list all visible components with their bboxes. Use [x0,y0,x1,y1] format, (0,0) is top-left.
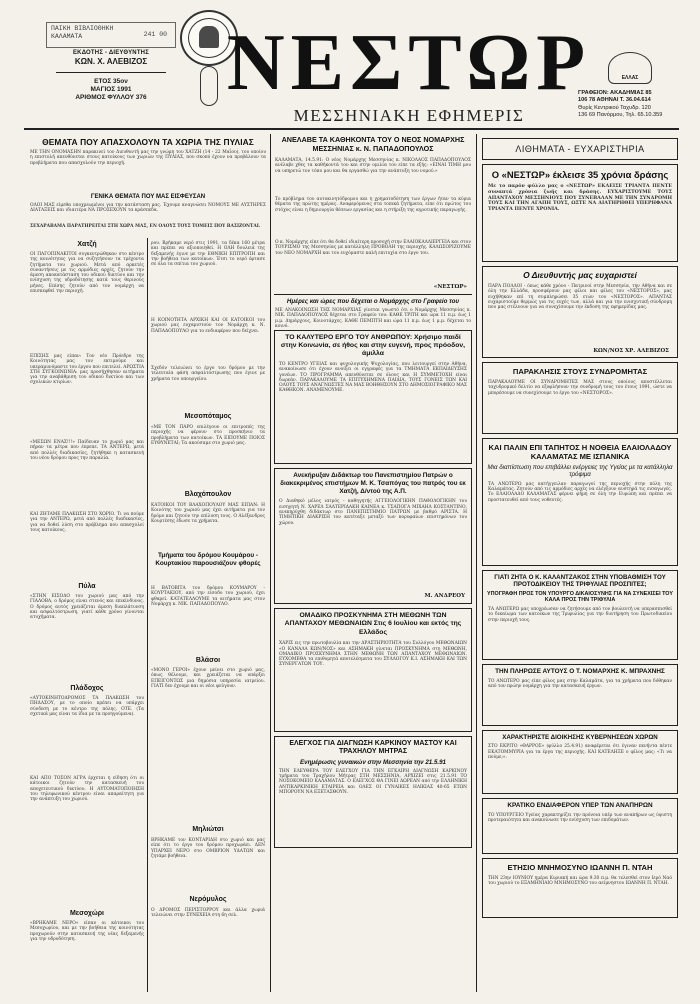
col2-body-h: ΒΡΗΚΑΜΕ τον ΚΟΝΤΑΡΙΔΗ στο χωριό και μας είπε ότι το έργο του δρόμου προχωράει. ΔΕΝ ΥΠΑΡΧΕΙ ΝΕΡΟ στο ΟΜΒΡΙΟΝ ΥΔΑΤΩΝ και ζητάμε βοήθεια. [151,838,265,859]
col4-news4-box [482,798,678,854]
col3-box4-body: ΧΑΡΙΣ εις την πρωτοβουλία και την ΔΡΑΣΤΗΡΙΟΤΗΤΑ του Συλλόγου ΜΕΘΩΝΑΙΩΝ «Ο ΚΑΝΑΛΑ ΚΩΝ/ΝΟΣ» και ΑΣΗΜΑΚΗ γίνεται ΠΡΟΣΚΥΝΗΜΑ στη ΜΕΘΩΝΗ, ΟΜΑΔΙΚΟ ΠΡΟΣΚΥΝΗΜΑ ΣΤΗΝ ΜΕΘΩΝΗ ΤΩΝ ΑΠΑΝΤΑΧΟΥ ΜΕΘΩΝΑΙΩΝ. ΕΥΧΟΜΕΘΑ τα επιθυμητά αποτελέσματα του ΣΥΛΛΟΓΟΥ Κ.Ι. ΑΣΗΜΑΚΗ ΚΑΙ ΤΩΝ ΣΥΝΕΡΓΑΤΩΝ ΤΟΥ. [279,641,467,668]
col4-news1-sub: ΥΠΟΓΡΑΦΗ ΠΡΟΣ ΤΟΝ ΥΠΟΥΡΓΟ ΔΙΚΑΙΟΣΥΝΗΣ ΓΙΑ ΝΑ ΣΥΝΕΧΙΣΕΙ ΤΟΥ ΚΑΛΑ ΠΡΟΣ ΤΗΝ ΤΡΙΦΥΛΙΑ [487,590,673,604]
col4-anniv-body: Με το παρόν φύλλο μας ο «ΝΕΣΤΩΡ» ΕΚΛΕΙΣΕ ΤΡΙΑΝΤΑ ΠΕΝΤΕ συναπτά χρόνια ζωής και δράσης. ΕΥΧΑΡΙΣΤΟΥΜΕ ΤΟΥΣ ΑΠΑΝΤΑΧΟΥ ΜΕΣΣΗΝΙΟΥΣ ΠΟΥ ΣΥΝΕΒΑΛΑΝ ΜΕ ΤΗΝ ΣΥΝΔΡΟΜΗ ΤΟΥΣ ΚΑΙ ΤΗΝ ΑΓΑΠΗ ΤΟΥΣ, ΩΣΤΕ ΝΑ ΔΙΑΤΗΡΗΘΕΙ ΥΠΕΡΗΦΑΝΑ ΤΡΙΑΝΤΑ ΠΕΝΤΕ ΧΡΟΝΙΑ. [488,183,672,213]
publisher-name: ΚΩΝ. Χ. ΑΛΕΒΙΖΟΣ [74,57,148,66]
col4-news3-box [482,730,678,794]
col4-news3-title: ΧΑΡΑΚΤΗΡΙΣΤΕ ΔΙΟΙΚΗΣΗΣ ΚΥΒΕΡΝΗΣΕΩΝ ΧΩΡΩΝ [502,734,658,741]
col4-director-title: Ο Διευθυντής μας ευχαριστεί [523,270,637,280]
col3-box5-title: ΕΛΕΓΧΟΣ ΓΙΑ ΔΙΑΓΝΩΣΗ ΚΑΡΚΙΝΟΥ ΜΑΣΤΟΥ ΚΑΙ ΤΡΑΧΗΛΟΥ ΜΗΤΡΑΣ [289,740,457,756]
col3-body-a: ΚΑΛΑΜΑΤΑ, 14.5.91: Ο νέος Νομάρχης Μεσσηνίας κ. ΝΙΚΟΛΑΟΣ ΠΑΠΑΔΟΠΟΥΛΟΣ ανέλαβε χθες τα καθήκοντά του και στην ομιλία του είπε τα εξής: «ΕΙΝΑΙ ΤΙΜΗ μου να υπηρετώ τον τόπο μου και θα εργασθώ για την ανάπτυξη του νομού.» [275,158,471,174]
col4-news1-body: ΤΑ ΑΝΩΤΕΡΩ μας υποχρέωσαν να ζητήσουμε από τον βουλευτή να υπερασπισθεί το δικαίωμα των κατοίκων της Τριφυλίας για την διατήρηση του Πρωτοδικείου στην περιοχή τους. [488,607,672,623]
postage-stamp [608,52,652,84]
col4-subs-box [482,362,678,434]
col3-box2-body: ΤΟ ΚΕΝΤΡΟ ΥΓΕΙΑΣ και ψυχολογικής Ψυχολογίας, που λειτουργεί στην Αθήνα, ανακοίνωσε ότι έχουν ανοίξει οι εγγραφές για τα ΤΜΗΜΑΤΑ ΕΚΠΑΙΔΕΥΣΗΣ γονέων. ΤΟ ΠΡΟΓΡΑΜΜΑ απευθύνεται σε όλους και Η ΣΥΜΜΕΤΟΧΗ είναι δωρεάν. ΠΑΡΑΚΑΛΟΥΜΕ ΤΑ ΕΠΙΤΥΧΗΜΕΝΑ ΠΑΙΔΙΑ, ΤΟΥΣ ΓΟΝΕΙΣ ΤΩΝ ΚΑΙ ΟΛΟΥΣ ΤΟΥΣ ΑΝΑΓΝΩΣΤΕΣ ΝΑ ΜΑΣ ΒΟΗΘΗΣΟΥΝ ΣΤΟ ΔΗΜΟΣΙΟΓΡΑΦΙΚΟ ΜΑΣ ΚΑΘΗΚΟΝ. ΑΝΑΜΕΝΟΥΜΕ. [279,362,467,394]
col3-box5-body: ΤΗΝ ΕΛΕΥΘΕΡΑ ΤΟΥ ΕΛΕΓΧΟΥ ΓΙΑ ΤΗΝ ΕΓΚΑΙΡΗ ΔΙΑΓΝΩΣΗ ΚΑΡΚΙΝΟΥ τμήματα του Τραχήλου Μήτρας ΣΤΗ ΜΕΣΣΗΝΙΑ, ΑΡΧΙΖΕΙ στις 21.5.91 ΤΟ ΝΟΣΟΚΟΜΕΙΟ ΚΑΛΑΜΑΤΑΣ. Ο ΕΛΕΓΧΟΣ ΘΑ ΓΙΝΕΙ ΔΩΡΕΑΝ από την ΕΛΛΗΝΙΚΗ ΑΝΤΙΚΑΡΚΙΝΙΚΗ ΕΤΑΙΡΕΙΑ και ΟΛΕΣ ΟΙ ΓΥΝΑΙΚΕΣ ΗΛΙΚΙΑΣ 40-65 ΕΤΩΝ ΜΠΟΡΟΥΝ ΝΑ ΕΞΕΤΑΣΘΟΥΝ. [279,768,467,795]
col1-body-f: «ΑΥΤΟΚΙΝΗΤΟΔΡΟΜΟΣ ΤΑ ΠΛΑΚΩΣΗ του ΠΗΔΑΣΟΥ, με το οποίο πρέπει να υπάρχει σύνδεση με το κέντρο της πόλης. ΟΤΕ. (Τα σχετικά μας είναι τα ίδια με τα προηγούμενα). [30,696,144,717]
col2-body-i: Ο ΔΡΟΜΟΣ ΠΕΡΙΣΤΟΡΡΟΥ και άλλα χωριά τελειώνει στην ΣΥΝΕΧΕΙΑ στη 6η σελ. [151,908,265,919]
col4-memorial-box [482,858,678,918]
col4-header-box [482,138,678,160]
col1-sub-hatzi: Χατζή [77,241,97,248]
col3-box-title: Ημέρες και ώρες που δέχεται ο Νομάρχης στο Γραφείο του [286,298,460,305]
col4-news1-box [482,570,678,660]
col3-rule-1 [274,294,472,295]
col4-news3-body: ΣΤΟ ΕΚΡΙΤΟ «ΘΑΡΡΟΣ» (φύλλο 25.4.91) αναφέρεται ότι έγιναν πενήντα πέντε ΕΚΑΤΟΜΜΥΡΙΑ για τα έργα της περιοχής. ΚΑΙ ΚΑΤΕΛΗΞΕ ο φίλος μας: «Τι να πούμε;». [488,744,672,760]
postage-stamp-label: ΕΛΛΑΣ [621,75,639,81]
col2-body-a: ρου. Βρήκαμε νερό στις 1991, τα δέκα 160 μέτρα και πρέπει να αξιοποιηθεί. Η ΟΛΗ δουλειά της δεξαμενής έγινε με την ΕΘΝΙΚΗ ΕΠΙΤΡΟΠΗ και την βοήθεια των κατοίκων. Έτσι το νερό έφτασε σε όλα τα σπίτια του χωριού. [151,241,265,268]
col4-anniv-box [482,164,678,262]
col1-sub-mesochori: Μεσοχώρι [69,910,105,917]
col3-signature: «ΝΕΣΤΩΡ» [433,284,467,290]
col3-box5 [274,736,472,848]
issue-info [46,78,176,102]
col3-box3-body: Ο Διαθηκό μέλος ιατρός - καθηγητής ΑΓΓΕΙΟΛΟΓΙΚΗΝ ΠΑΘΟΛΟΓΙΚΗΝ του εισηγητή Ν. ΧΑΡΕΛ ΣΑΛΤΕΡΙΔΑΚΗ ΚΑΙΝΕΑ κ. ΤΣΑΠΟΓΑ ΜΙΧΑΗΛ ΚΟΣΤΑΝΤΙΝΟ, ανεκηρύχθη διδάκτωρ στο ΠΑΝΕΠΙΣΤΗΜΙΟ ΠΑΤΡΩΝ με βαθμό ΑΡΙΣΤΑ. Η ΤΙΜΗΤΙΚΗ ΔΙΑΚΡΙΣΗ τον κατέταξε μεταξύ των κορυφαίων επιστημόνων του χώρου. [279,499,467,526]
col4-memorial-body: ΤΗΝ 23ην ΙΟΥΝΙΟΥ ημέρα Κυριακή και ώρα 9.30 π.μ. θα τελεσθεί στον Ιερό Ναό του χωριού το ΕΞΑΜΗΝΙΑΙΟ ΜΝΗΜΟΣΥΝΟ του αείμνηστου ΙΩΑΝΝΗ Π. ΝΤΑΗ. [488,876,672,887]
col2-sub-road-damage: Τμήματα του δρόμου Κουμάρου - Κουρτακίου παρουσιάζουν φθορές [155,552,261,567]
col4-news2-box [482,664,678,726]
masthead-divider [24,128,679,130]
col4-news2-body: ΤΟ ΑΝΩΤΕΡΟ μας είπε φίλος μας στην Καλαμάτα, για τα χρήματα που δόθηκαν από τον πρώην νομάρχη για την κατασκευή έργων. [488,678,672,689]
col1-sub-general: ΓΕΝΙΚΑ ΘΕΜΑΤΑ ΠΟΥ ΜΑΣ ΕΙΣΦΕΥΣΑΝ [90,194,206,200]
col4-news4-body: ΤΟ ΥΠΟΥΡΓΕΙΟ Υγείας χαρακτηρίζει την πρόνοια υπέρ των αναπήρων ως ύψιστη προτεραιότητα και ανακοίνωσε την ενίσχυση των επιδομάτων. [488,812,672,823]
col2-body-g: «ΜΟΝΟ ΓΕΡΟΙ» έχουν μείνει στο χωριό μας, όπως θέλουμε, και χρειάζεται να υπάρξει ΕΠΕΙΓΟΝΤΩΣ μια δημόσια υπηρεσία ιατρείου. ΓΙΑΤΙ δεν έχουμε και οι νέοι φεύγουν. [151,668,265,689]
col1-sub-pyla: Πύλα [78,583,96,590]
col4-press-body: ΤΑ ΑΝΩΤΕΡΩ μας κατήγγειλαν παραγωγοί της περιοχής στην πόλη της Καλαμάτας. Ζητούν από τις αρμόδιες αρχές να ελέγξουν αυστηρά τις εισαγωγές. Το ΕΛΑΙΟΛΑΔΟ ΚΑΛΑΜΑΤΑΣ φέρνει φήμη σε όλη την Ευρώπη και πρέπει να προστατευθεί από τους νοθευτές. [488,481,672,503]
col4-news4-title: ΚΡΑΤΙΚΟ ΕΝΔΙΑΦΕΡΟΝ ΥΠΕΡ ΤΩΝ ΑΝΑΠΗΡΩΝ [507,802,653,809]
col3-box3-title: Ανεκήρυξαν Διδάκτωρ του Πανεπιστημίου Πατρών ο διακεκριμένος επιστήμων Μ. Κ. Τσαπόγας του πατρός του εκ Χατζή, Δ/ντού της Α.Π. [280,472,466,495]
stamp-line1: ΠΑΙΚΗ ΒΙΒΛΙΟΘΗΚΗ [51,25,114,32]
publisher-block [46,50,176,66]
col4-press-sub: Μια διαπίστωση που επιβάλλει ενέργειες της Υγείας με τα κατάλληλα τρόφιμα [487,464,673,479]
col2-body-f: Η ΒΑΤΟΒΙΤΑ του δρόμου ΚΟΥΜΑΡΟΥ - ΚΟΥΡΤΑΚΙΟΥ, από την είσοδο του χωριού, έχει φθαρεί. ΚΑΤΑΤΕΛΛΟΥΜΕ τα αιτήματα μας στον Νομάρχη κ. ΝΙΚ. ΠΑΠΑΔΟΠΟΥΛΟ. [151,586,265,607]
offices-title: ΓΡΑΦΕΙΟΝ: ΑΚΑΔΗΜΙΑΣ 85 [578,90,652,96]
col3-box-body: ΜΕ ΑΝΑΚΟΙΝΩΣΗ ΤΗΣ ΝΟΜΑΡΧΙΑΣ γίνεται γνωστό ότι ο Νομάρχης Μεσσηνίας κ. ΝΙΚ. ΠΑΠΑΔΟΠΟΥΛΟΣ δέχεται στο Γραφείο του: ΚΑΘΕ ΤΡΙΤΗ και ώρα 11 π.μ. έως 1 μ.μ. Δημάρχους, Κοινοτάρχες. ΚΑΘΕ ΠΕΜΠΤΗ και ώρα 11 π.μ. έως 1 μ.μ. δέχεται το κοινό. [275,308,471,329]
column-divider-2 [476,134,477,992]
col1-body-a: ΟΙ ΠΑΓΟΠΙΝΑΚΙΤΟΙ συγκεντρώθηκαν στο κέντρο της κοινότητας για να συζητήσουν τα τρέχοντα ζητήματα του χωριού. Μετά από αρκετές συναντήσεις με τις αρμόδιες αρχές, ζητούν την άμεση αποκατάσταση του οδικού δικτύου και την ενίσχυση της υδροδότησης κατά τους θερινούς μήνες. Επίσης ζητούν από τον νομάρχη να επισκεφθεί την περιοχή. [30,252,144,295]
masthead-small-logo [200,66,218,106]
col4-director-body: ΠΑΡΑ ΠΟΛΛΟΙ - όπως κάθε χρόνο - Πατρινοί στην Μεσσηνία, την Αθήνα και σε όλη την Ελλάδα, προσφέρουν μας φίλοι και φίλες του «ΝΕΣΤΟΡΟΣ», μας ευχήθηκαν επί τη συμπληρώσει 35 ετών του «ΝΕΣΤΟΡΟΣ». ΑΠΑΝΤΑΣ ευχαριστούμε θερμώς για τις ευχές των, αλλά και για την ενισχυτική σύνδρομη που μας στέλνουν για να συνεχίσουμε την έκδοση της εφημερίδας μας. [488,284,672,311]
col1-para2: ΣΕΧΑΡΑΒΑΜΑ ΠΑΡΑΤΗΡΕΙΤΑΙ ΣΤΗ ΧΩΡΑ ΜΑΣ, ΕΝ ΟΛΟΥΣ ΤΟΥΣ ΤΟΜΕΙΣ ΠΟΥ ΒΑΣΙΖΟΝΤΑΙ. [30,224,261,229]
stamp-number: 241 00 [143,31,167,38]
library-stamp [46,22,176,48]
col2-body-b: Η ΚΟΙΝΟΤΗΤΑ ΑΡΧΙΚΗ ΚΑΙ ΟΙ ΚΑΤΟΙΚΟΙ του χωριού μας ευχαριστούν τον Νομάρχη κ. Ν. ΠΑΠΑΔΟΠΟΥΛΟ για το ενδιαφέρον που δείχνει. [151,318,265,334]
col1-body-d: ΚΑΙ ΖΗΤΑΜΕ ΠΛΑΚΩΣΗ ΣΤΟ ΧΩΡΙΟ. Τι να πούμε για την ΑΝΤΕΡΩ, μετά από πολλές διαδικασίες, για να δοθεί λύση στο πρόβλημα που απασχολεί τους κατοίκους. [30,512,144,533]
publisher-label: ΕΚΔΟΤΗΣ - ΔΙΕΥΘΥΝΤΗΣ [72,50,150,56]
col4-anniv-title: Ο «ΝΕΣΤΩΡ» έκλεισε 35 χρόνια δράσης [491,169,669,180]
col1-inner-divider [147,238,148,992]
col4-news1-title: ΓΙΑΤΙ ΖΗΤΑ Ο Κ. ΚΑΛΑΝΤΖΑΚΟΣ ΣΤΗΝ ΥΠΟΒΑΘΜΙΣΗ ΤΟΥ ΠΡΟΤΟΔΙΚΕΙΟΥ ΤΗΣ ΤΡΙΦΥΛΙΑΣ ΠΡΟΣΠΙΤΕΣ; [494,574,666,589]
col2-sub-miliotsi: Μηλιώτσι [192,826,224,833]
col2-body-c: Σχεδόν τελειώνει το έργο του δρόμου με την τελευταία φάση ασφαλτόστρωσης που έγινε με χρήματα του υπουργείου. [151,366,265,382]
col4-press-title: ΚΑΙ ΠΑΛΙΝ ΕΠΙ ΤΑΠΗΤΟΣ Η ΝΟΘΕΙΑ ΕΛΑΙΟΛΑΔΟΥ ΚΑΛΑΜΑΤΑΣ ΜΕ ΙΣΠΑΝΙΚΑ [488,443,672,461]
col1-body-g: ΚΑΙ ΑΠΟ ΤΟΣΟΝ ΑΓΡΑ έρχεται η είδηση ότι οι κάτοικοι ζητούν την κατασκευή του αποχετευτικού δικτύου. Η ΑΥΤΟΜΑΤΟΠΟΙΗΣΗ του τηλεφωνικού κέντρου είναι απαραίτητη για την ανάπτυξη του χωριού. [30,776,144,803]
col1-body-h: «ΒΡΗΚΑΜΕ ΝΕΡΟ» είπαν οι κάτοικοι του Μεσοχωρίου, και με την βοήθεια της κοινότητας προχωρούν στην κατασκευή της νέας δεξαμενής για την υδροδότηση. [30,921,144,942]
logo-figure-icon [199,26,219,48]
column-divider-1 [270,134,271,992]
col2-sub-vlasi: Βλάσοι [195,657,221,664]
col3-box3 [274,468,472,604]
col1-body-c: «ΜΕΣΩΝ ΕΝΑΣ!!!» Παίδευαν το χωριό μας και πήραν τα μέτρα που έπρεπε. ΤΑ ΑΝΤΕΡΩ, μετά από πολλές διαδικασίες, ζητήθηκε η κατασκευή του νέου δρόμου προς την παραλία. [30,440,144,461]
col2-sub-mesopotamos: Μεσοπόταμος [184,413,232,420]
col4-director-sign: ΚΩΝ/ΝΟΣ ΧΡ. ΑΛΕΒΙΖΟΣ [593,348,669,354]
col1-body-e: «ΣΤΗΝ ΕΙΣΟΔΟ του χωριού μας από την ΓΙΑΛΟΒΑ, ο δρόμος είναι στενός και επικίνδυνος. Ο δρόμος αυτός χρειάζεται άμεση διαπλάτυνση και ασφαλτόστρωση, γιατί κάθε χρόνο γίνονται ατυχήματα. [30,594,144,621]
col3-body-b: Το πρόβλημα του αυτοκινητόδρομου και η χρηματοδότηση των έργων ήταν τα κύρια θέματα της πρώτης ημέρας. Αναφερόμενος στα τοπικά ζητήματα, είπε ότι πρώτος του στόχος είναι η δημιουργία θέσεων εργασίας και η στήριξη της αγροτικής παραγωγής. [275,197,471,213]
col3-box4 [274,608,472,732]
col4-subs-title: ΠΑΡΑΚΛΗΣΙΣ ΣΤΟΥΣ ΣΥΝΔΡΟΜΗΤΑΣ [512,367,648,376]
offices-line3: Θυρίς Κεντρικού Ταχυδρ. 120 [578,104,651,111]
issue-year: ΕΤΟΣ 35ον [94,78,128,85]
newspaper-title: ΝΕΣΤΩΡ [226,19,592,107]
col3-box2-title: ΤΟ ΚΑΛΥΤΕΡΟ ΕΡΓΟ ΤΟΥ ΑΝΘΡΩΠΟΥ: Χρήσιμο παιδί στην Κοινωνία, σε ήθος και στην ευγενή, προς πρόοδον, άμιλλα [280,334,466,357]
col4-news2-title: ΤΗΝ ΠΛΗΡΩΣΕ ΑΥΤΟΥΣ Ο Τ. ΝΟΜΑΡΧΗΣ Κ. ΜΠΡΑΧΝΗΣ [495,668,665,675]
issue-number: ΑΡΙΘΜΟΣ ΦΥΛΛΟΥ 376 [75,94,147,101]
col2-sub-vlachopoulo: Βλαχόπουλον [184,491,232,498]
col1-intro: ΜΕ ΤΗΝ ΟΝΟΜΑΣΗΝ παρακινεί τον Διευθυντή μας την γνώμη του ΧΑΤΖΗ (14 - 22 Μαΐου), του οποίου η επιστολή απευθύνεται στους κατοίκους των χωριών της ΠΥΛΙΑΣ, που σκοπό έχουν να προβάλουν τα προβλήματα που απασχολούν την περιοχή. [30,150,266,166]
offices-line2: 106 78 ΑΘΗΝΑΙ Τ. 36.04.614 [578,97,651,104]
col4-header: ΛΙΘΗΜΑΤΑ - ΕΥΧΑΡΙΣΤΗΡΙΑ [515,144,645,154]
offices-line4: 136 69 Πανόρμου, Τηλ. 65.10.359 [578,111,663,118]
col3-box3-sign: Μ. ΑΝΔΡΕΟΥ [424,593,465,599]
col2-body-d: «ΜΕ ΤΟΝ ΠΑΡΟ επιλέγουν οι επιτροπές της περιοχής να φέρουν στο προσκήνιο τα προβλήματα των κατοίκων. ΤΑ ΕΙΠΟΥΜΕ ΠΟΙΟΣ ΕΥΘΥΝΕΤΑΙ; Τα ακούσαμε στο χωριό μας. [151,425,265,446]
col3-box5-sub: Ενημέρωσις γυναικών στην Μεσσηνία την 21.5.91 [300,758,446,766]
col4-director-box [482,266,678,358]
col1-body-b: ΕΠΙΣΗΣ μας είπαν: Τον νέο Πρόεδρο της Κοινότητας μας τον εκτιμούμε και υπεραμυνόμαστε του έργου που επιτελεί. ΑΡΩΣΤΙΑ ΣΤΗ ΣΥΓΚΟΙΝΩΝΙΑ: μας προσήχθησαν αιτήματα για την αναβάθμιση του οδικού δικτύου και των σχολικών κτιρίων. [30,354,144,386]
col3-box4-title: ΟΜΑΔΙΚΟ ΠΡΟΣΚΥΝΗΜΑ ΣΤΗ ΜΕΘΩΝΗ ΤΩΝ ΑΠΑΝΤΑΧΟΥ ΜΕΘΩΝΑΙΩΝ Στις 6 Ιουλίου και εκτός της Ελλάδος [284,612,462,636]
col4-subs-body: ΠΑΡΑΚΑΛΟΥΜΕ ΟΙ ΣΥΝΔΡΟΜΗΤΕΣ ΜΑΣ στους οποίους αποστέλλεται ταχυδρομικό δελτίο να εξοφλήσουν την συνδρομή τους του έτους 1991, ώστε να μπορέσουμε να συνεχίσουμε το έργο του «ΝΕΣΤΟΡΟΣ». [488,380,672,396]
issue-date: ΜΑΓΙΟΣ 1991 [90,86,132,93]
masthead-left-rule [56,72,166,73]
offices-block [578,90,678,119]
col4-memorial-title: ΕΤΗΣΙΟ ΜΝΗΜΟΣΥΝΟ ΙΩΑΝΝΗ Π. ΝΤΑΗ [507,863,653,872]
col1-para1: ΟΛΟΙ ΜΑΣ είμεθα υποχρεωμένοι για την κατάσταση μας. Έχουμε αναγνώσει ΝΟΜΟΥΣ ΜΕ ΑΥΣΤΗΡΕΣ ΔΙΑΤΑΞΕΙΣ και ιδιαιτέρα ΝΑ ΠΡΟΣΕΧΟΥΝ τα κράσπεδα. [30,203,266,214]
col2-sub-neromylos: Νερόμυλος [189,896,227,903]
col2-body-e: ΚΑΤΟΙΚΟΙ ΤΟΥ ΒΛΑΧΟΠΟΥΛΟΥ ΜΑΣ ΕΙΠΑΝ: Η Κοινότης του χωριού μας έχει αιτήματα για τον δρόμο και ζητούν την επίλυση τους. Ο Αλέξανδρος Κουρτέσης έδωσε τα χρήματα. [151,503,265,524]
newspaper-subtitle: ΜΕΣΣΗΝΙΑΚΗ ΕΦΗΜΕΡΙΣ [293,106,525,125]
col3-headline: ΑΝΕΛΑΒΕ ΤΑ ΚΑΘΗΚΟΝΤΑ ΤΟΥ Ο ΝΕΟΣ ΝΟΜΑΡΧΗΣ ΜΕΣΣΗΝΙΑΣ κ. Ν. ΠΑΠΑΔΟΠΟΥΛΟΣ [281,135,465,153]
stamp-line2: ΚΑΛΑΜΑΤΑ [51,33,83,40]
col1-sub-plisos: Πλάδοχος [70,685,104,692]
col1-headline: ΘΕΜΑΤΑ ΠΟΥ ΑΠΑΣΧΟΛΟΥΝ ΤΑ ΧΩΡΙΑ ΤΗΣ ΠΥΛΙΑΣ [42,137,254,147]
col4-press-box [482,438,678,566]
col3-body-c: Ο κ. Νομάρχης είπε ότι θα δοθεί ιδιαίτερη προσοχή στην ΕΛΑΙΟΚΑΛΛΙΕΡΓΕΙΑ και στον ΤΟΥΡΙΣΜΟ της Μεσσηνίας με κατάλληλη ΠΡΟΒΟΛΗ της περιοχής. ΚΑΛΩΣΟΡΙΖΟΥΜΕ τον ΝΕΟ ΝΟΜΑΡΧΗ και του ευχόμαστε καλή επιτυχία στο έργο του. [275,240,471,256]
col3-box2 [274,330,472,464]
